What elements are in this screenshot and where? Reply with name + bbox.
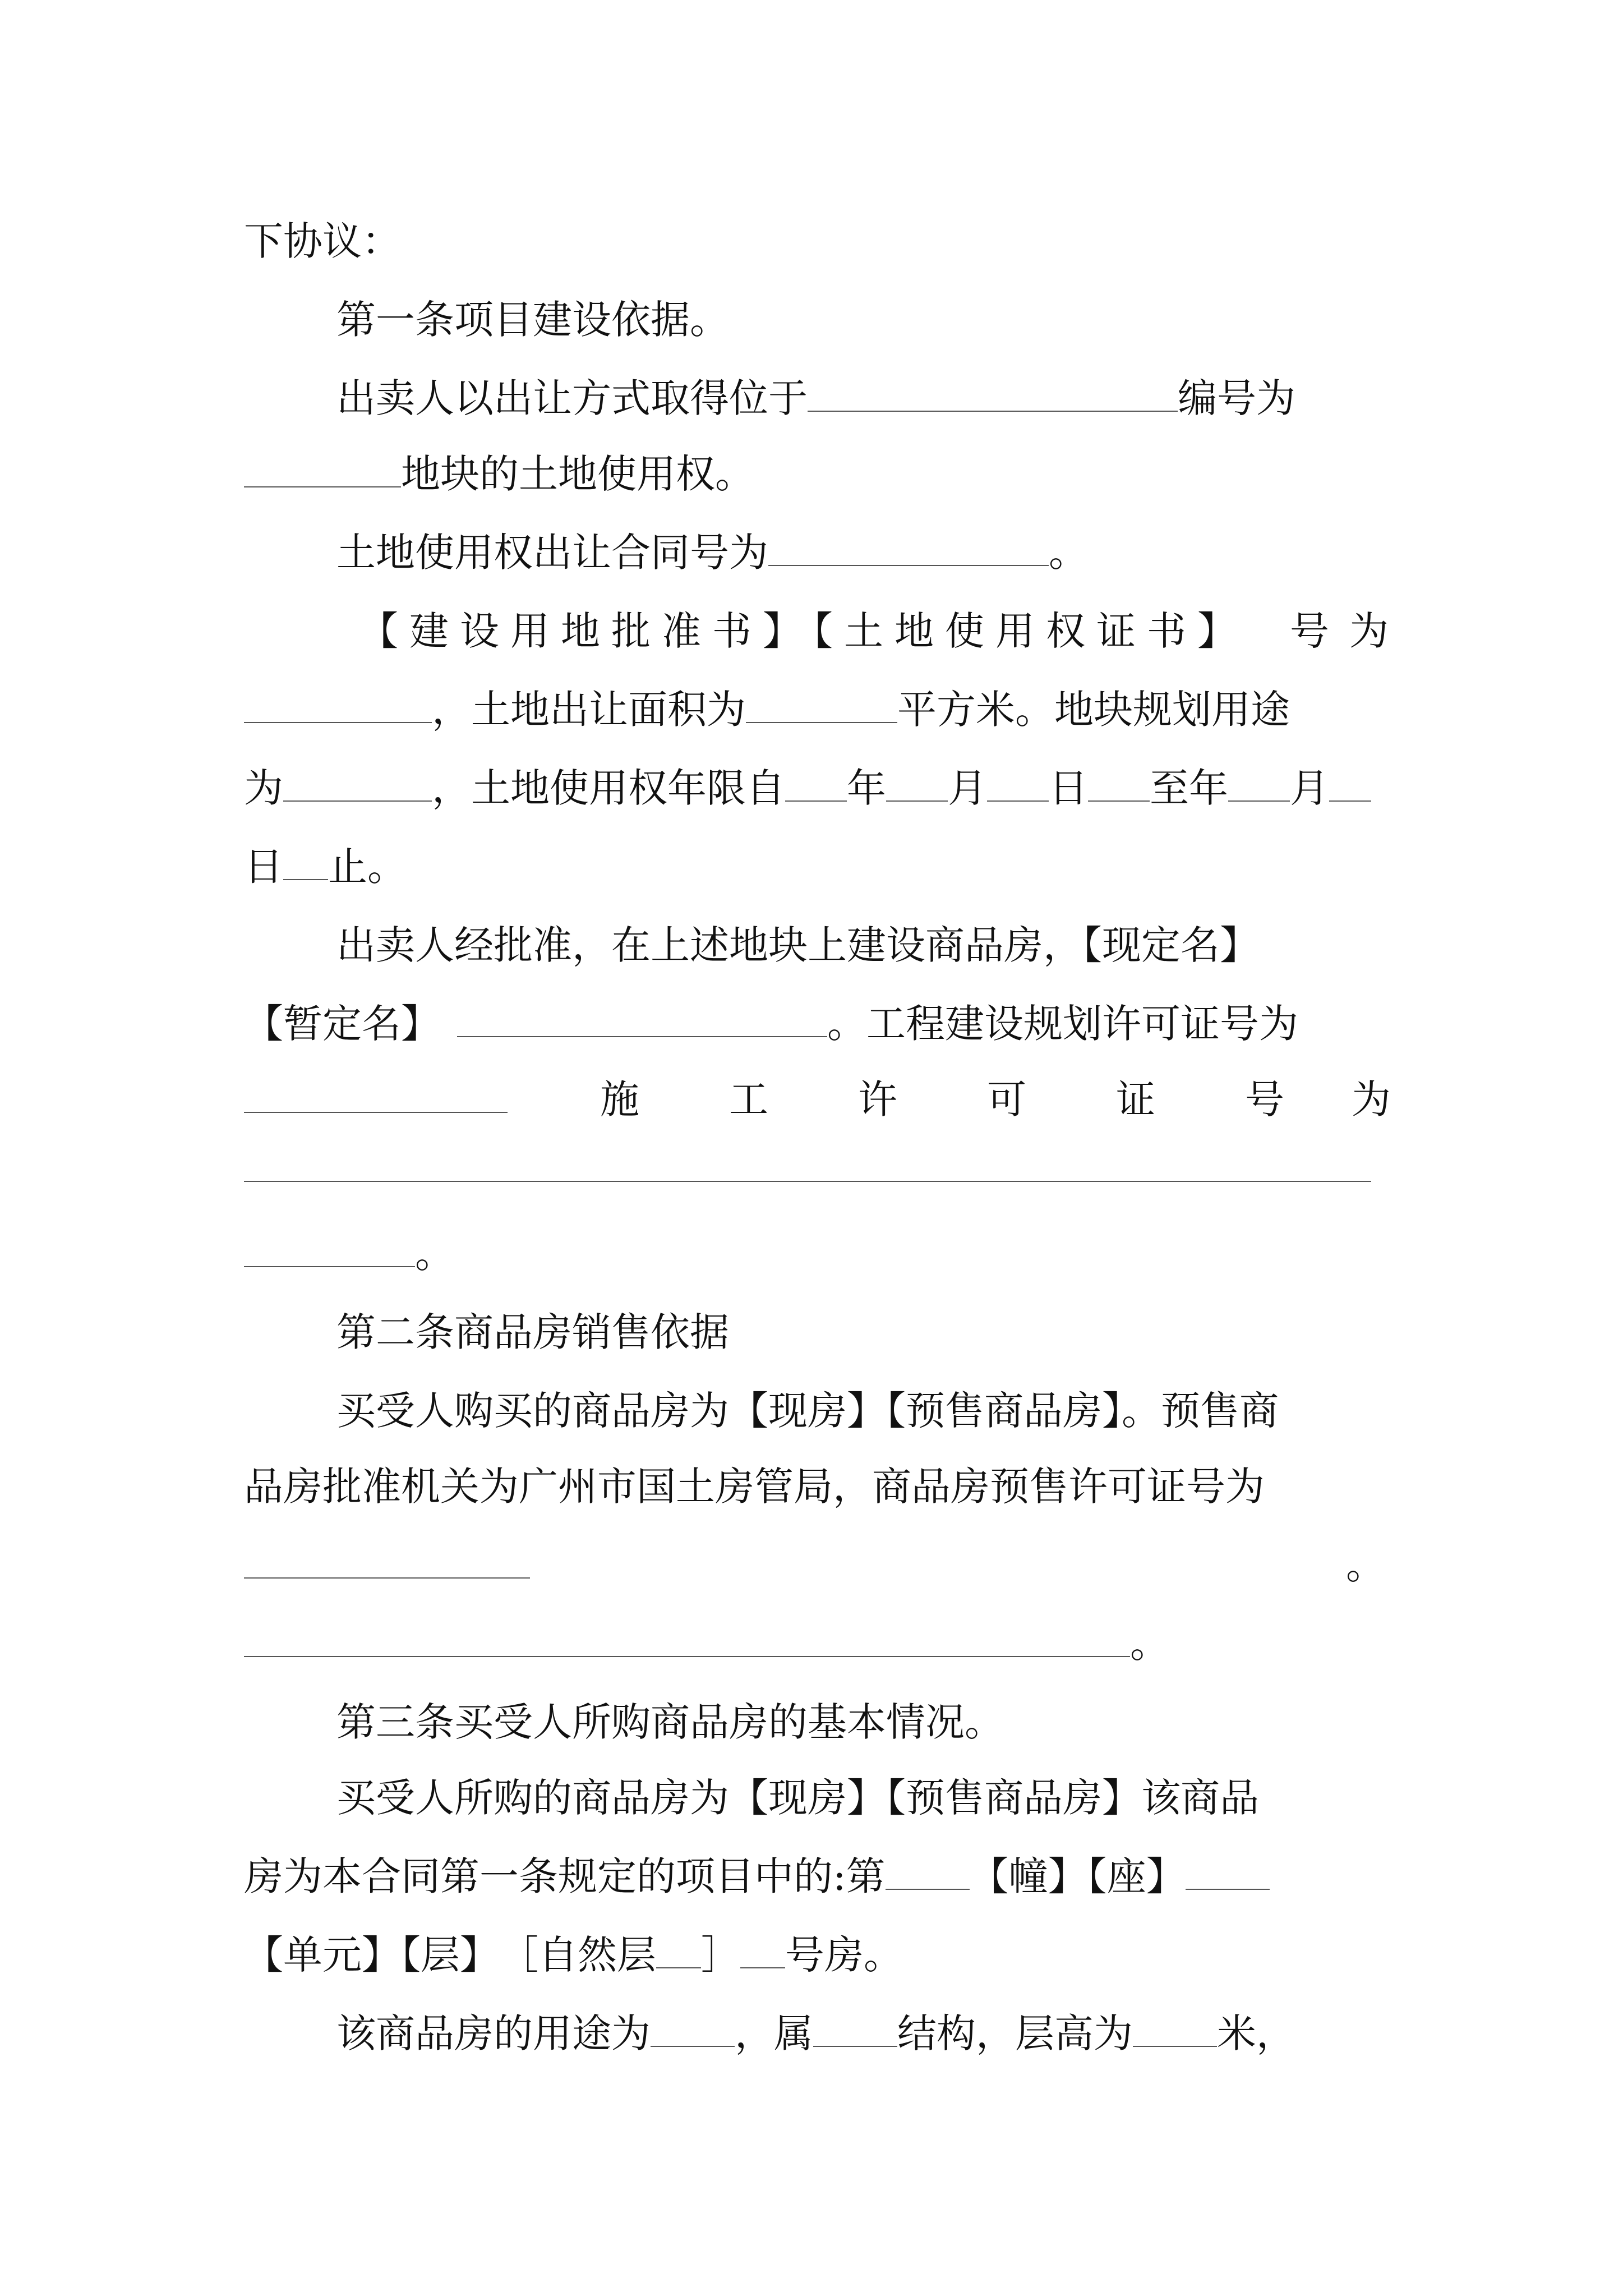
certificate-line: [359, 603, 1248, 659]
construction-permit-char: 许: [858, 1076, 897, 1122]
intro-text: 下协议：: [244, 218, 401, 264]
project-ref: 房为本合同第一条规定的项目中的:第: [244, 1853, 886, 1899]
contract-prefix: 土地使用权出让合同号为: [336, 530, 768, 576]
end-day-blank[interactable]: [1329, 762, 1371, 802]
land-number-label: 编号为: [1178, 375, 1295, 421]
end-month-blank[interactable]: [1228, 762, 1290, 802]
use-prefix: 该商品房的用途为: [336, 2010, 651, 2056]
presale-permit-blank[interactable]: [244, 1539, 530, 1579]
presale-extra-blank[interactable]: [244, 1618, 1130, 1657]
article3-heading: 第三条买受人所购商品房的基本情况。: [336, 1699, 1004, 1745]
end-year-blank[interactable]: [1088, 762, 1150, 802]
article1-heading: 第一条项目建设依据。: [336, 297, 729, 343]
purpose-blank[interactable]: [283, 762, 432, 802]
land-use-right: 地块的土地使用权。: [401, 451, 754, 497]
purchase-text: 买受人购买的商品房为【现房】【预售商品房】。预售商: [336, 1388, 1279, 1434]
construction-permit-char: 施: [600, 1076, 639, 1122]
room-suffix: 号房。: [785, 1932, 903, 1978]
temp-name-line: [244, 996, 1298, 1052]
construction-permit-end-line: 。: [244, 1226, 454, 1282]
construction-permit-blank-2[interactable]: [244, 1228, 415, 1267]
approval-text: 出卖人经批准，在上述地块上建设商品房，【现定名】: [336, 922, 1259, 968]
approval-authority: 品房批准机关为广州市国土房管局，商品房预售许可证号为: [244, 1464, 1265, 1510]
planning-permit-line: [244, 1071, 508, 1128]
natural-floor: ［自然层: [499, 1932, 656, 1978]
construction-permit-char: 工: [729, 1076, 768, 1122]
project-name-blank[interactable]: [457, 998, 827, 1037]
unit-number-blank[interactable]: [1186, 1851, 1270, 1890]
height-unit: 米，: [1217, 2010, 1295, 2056]
approval-authority-line: [244, 1458, 1265, 1515]
start-month-blank[interactable]: [886, 762, 948, 802]
term-line: 为 ，土地使用权年限自 年 月 日 至年 月: [244, 760, 1371, 816]
start-year-blank[interactable]: [785, 762, 847, 802]
purpose-prefix: 为: [244, 765, 283, 811]
construction-permit-blank[interactable]: [244, 1181, 1371, 1182]
land-location-blank[interactable]: [808, 372, 1178, 412]
area-unit: 平方米。地块规划用途: [897, 687, 1290, 733]
project-ref-line: [244, 1848, 1270, 1904]
certificate-options: 【建设用地批准书】【土地使用权证书】: [359, 608, 1248, 654]
building-options: 【幢】【座】: [969, 1853, 1186, 1899]
article2-heading: 第二条商品房销售依据: [336, 1309, 729, 1355]
area-line: [244, 682, 1290, 738]
building-number-blank[interactable]: [886, 1851, 970, 1890]
article1-land-line: [336, 370, 1295, 426]
presale-extra-line: 。: [244, 1616, 1169, 1672]
area-blank[interactable]: [746, 684, 897, 723]
land-prefix: 出卖人以出让方式取得位于: [336, 375, 808, 421]
planning-permit: 。工程建设规划许可证号为: [827, 1001, 1298, 1047]
contract-number-line: [336, 524, 1088, 581]
contract-suffix: 。: [1049, 530, 1088, 576]
room-line: 【单元】【层】［自然层 ］ 号房。: [244, 1927, 903, 1983]
presale-permit-line: [244, 1537, 530, 1593]
natural-floor-blank[interactable]: [656, 1929, 701, 1968]
construction-permit-char: 可: [987, 1076, 1026, 1122]
certificate-number-label: 号为: [1290, 608, 1409, 654]
use-blank[interactable]: [651, 2008, 735, 2047]
structure-prefix: ，属: [735, 2010, 813, 2056]
temp-name: 【暂定名】: [244, 1001, 440, 1047]
house-type: 买受人所购的商品房为【现房】【预售商品房】该商品: [336, 1775, 1259, 1821]
structure-suffix: 结构，层高为: [897, 2010, 1133, 2056]
room-number-blank[interactable]: [740, 1929, 785, 1968]
construction-permit-char: 证: [1116, 1076, 1155, 1122]
article1-land-right-line: [244, 446, 754, 502]
planning-permit-blank[interactable]: [244, 1074, 508, 1113]
area-text: ，土地出让面积为: [432, 687, 746, 733]
structure-blank[interactable]: [813, 2008, 897, 2047]
start-day-blank[interactable]: [987, 762, 1049, 802]
construction-permit-char: 为: [1352, 1076, 1391, 1122]
approval-line: [336, 917, 1259, 973]
term-text: ，土地使用权年限自: [432, 765, 785, 811]
intro-line: [244, 213, 401, 269]
term-end-line: 日 止。: [244, 839, 407, 895]
house-type-line: [336, 1770, 1259, 1826]
unit-floor: 【单元】【层】: [244, 1932, 499, 1978]
certificate-number-blank[interactable]: [244, 684, 432, 723]
presale-permit-period: 。: [1346, 1542, 1385, 1588]
use-structure-line: [336, 2005, 1295, 2062]
contract-number-blank[interactable]: [768, 527, 1049, 566]
purchase-line: [336, 1383, 1279, 1439]
certificate-number-label-line: [1290, 603, 1409, 659]
land-number-blank[interactable]: [244, 448, 401, 487]
height-blank[interactable]: [1133, 2008, 1217, 2047]
term-end-blank[interactable]: [283, 841, 328, 880]
construction-permit-char: 号: [1245, 1076, 1284, 1122]
